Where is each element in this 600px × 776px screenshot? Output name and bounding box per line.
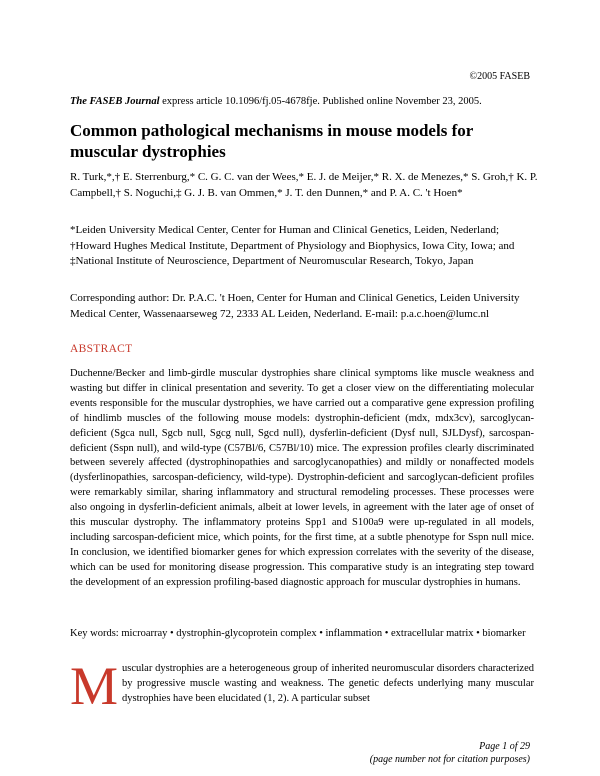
keywords: Key words: microarray • dystrophin-glycoprotein complex • inflammation • extracellular matrix • biomarker — [70, 628, 526, 639]
paper-title: Common pathological mechanisms in mouse models for muscular dystrophies — [70, 121, 473, 161]
drop-cap: M — [70, 656, 119, 716]
page-number: Page 1 of 29 — [479, 741, 530, 752]
page-footer — [370, 740, 530, 766]
copyright-notice: ©2005 FASEB — [469, 71, 530, 82]
corresponding-author: Corresponding author: Dr. P.A.C. 't Hoen, Center for Human and Clinical Genetics, Leiden University Medical Center, Wassenaarseweg 72, 2333 AL Leiden, Nederland. E-mail: p.a.c.hoen@lumc.nl — [70, 292, 520, 320]
journal-citation-line — [70, 96, 482, 107]
citation-note: (page number not for citation purposes) — [369, 754, 530, 765]
abstract-text: Duchenne/Becker and limb-girdle muscular dystrophies share clinical symptoms like muscle weakness and wasting but differ in clinical presentation and severity. To get a closer view on the differentiating molecular events responsible for the muscular dystrophies, we have carried out a comparative gene expression profiling of hindlimb muscles of the following mouse models: dystrophin-deficient (mdx, mdx3cv), sarcoglycan-deficient (Sgca null, Sgcb null, Sgcg null, Sgcd null), dysferlin-deficient (Dysf null, SJLDysf), sarcospan-deficient (Sspn null), and wild-type (C57Bl/6, C57Bl/10) mice. The expression profiles clearly discriminated between severely affected (dystrophinopathies and sarcoglycanopathies) and mildly or nonaffected models (dysferlinopathies, sarcospan-deficiency, wild-type). Dystrophin-deficient and sarcoglycan-deficient profiles were remarkably similar, sharing inflammatory and structural remodeling processes. These processes were also ongoing in dysferlin-deficient animals, albeit at lower levels, in agreement with the later age of onset of this muscular dystrophy. The inflammatory proteins Spp1 and S100a9 were up-regulated in all models, including sarcospan-deficient mice, which points, for the first time, at a subtle phenotype for Sspn null mice. In conclusion, we identified biomarker genes for which expression correlates with the severity of the disease, which can be used for monitoring disease progression. This comparative study is an integrating step toward the development of an expression profiling-based diagnostic approach for muscular dystrophies in humans. — [70, 368, 534, 588]
journal-name: The FASEB Journal — [70, 96, 160, 107]
affiliations: *Leiden University Medical Center, Center for Human and Clinical Genetics, Leiden, Nederland; †Howard Hughes Medical Institute, Department of Physiology and Biophysics, Iowa City, Iowa; and ‡National Institute of Neuroscience, Department of Neuromuscular Research, Tokyo, Japan — [70, 224, 515, 267]
introduction-paragraph — [70, 656, 534, 716]
introduction-text: uscular dystrophies are a heterogeneous group of inherited neuromuscular disorders characterized by progressive muscle wasting and weakness. The genetic defects underlying many muscular dystrophies have been elucidated (1, 2). A particular subset — [122, 663, 534, 705]
author-list: R. Turk,*,† E. Sterrenburg,* C. G. C. van der Wees,* E. J. de Meijer,* R. X. de Menezes,* S. Groh,† K. P. Campbell,† S. Noguchi,‡ G. J. B. van Ommen,* J. T. den Dunnen,* and P. A. C. 't Hoen* — [70, 171, 538, 199]
abstract-heading: ABSTRACT — [70, 343, 133, 355]
journal-citation-rest: express article 10.1096/fj.05-4678fje. Published online November 23, 2005. — [159, 96, 482, 107]
